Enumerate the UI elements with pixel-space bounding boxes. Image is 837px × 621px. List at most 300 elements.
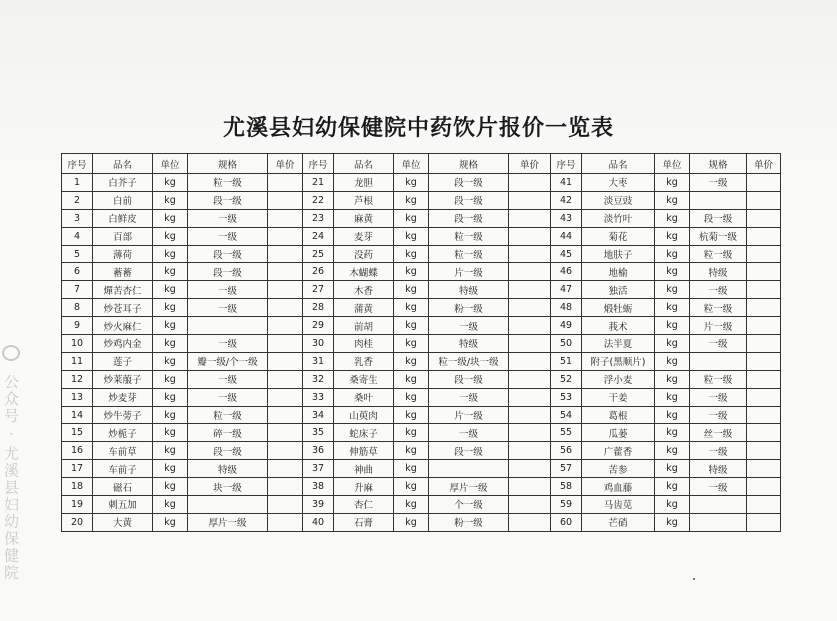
item-name: 白芥子: [93, 174, 153, 192]
item-unit: kg: [394, 406, 429, 424]
item-number: 31: [303, 352, 334, 370]
table-row: [62, 460, 781, 478]
item-price: [268, 388, 303, 406]
item-number: 59: [551, 496, 582, 514]
item-spec: [188, 496, 268, 514]
item-spec: 一级: [188, 281, 268, 299]
item-spec: 一级: [188, 388, 268, 406]
item-price: [509, 460, 551, 478]
item-unit: kg: [394, 209, 429, 227]
item-name: 木香: [334, 281, 394, 299]
item-spec: [188, 317, 268, 335]
item-price: [268, 263, 303, 281]
item-spec: 一级: [690, 388, 747, 406]
column-header: 序号: [551, 154, 582, 174]
item-number: 57: [551, 460, 582, 478]
item-unit: kg: [655, 335, 690, 353]
item-price: [268, 406, 303, 424]
column-header: 单位: [655, 154, 690, 174]
item-price: [509, 406, 551, 424]
item-price: [268, 352, 303, 370]
item-number: 55: [551, 424, 582, 442]
item-unit: kg: [655, 424, 690, 442]
item-spec: 特级: [188, 460, 268, 478]
item-price: [268, 209, 303, 227]
item-spec: 特级: [690, 460, 747, 478]
item-price: [747, 245, 781, 263]
item-price: [509, 478, 551, 496]
table-row: [62, 191, 781, 209]
item-price: [747, 227, 781, 245]
item-name: 苦参: [582, 460, 655, 478]
item-spec: 粉一级: [429, 299, 509, 317]
item-price: [747, 513, 781, 531]
item-spec: 段一级: [188, 442, 268, 460]
item-price: [509, 209, 551, 227]
item-price: [268, 245, 303, 263]
item-number: 4: [62, 227, 93, 245]
item-spec: [429, 460, 509, 478]
item-price: [747, 299, 781, 317]
item-spec: 段一级: [429, 209, 509, 227]
item-spec: 个一级: [429, 496, 509, 514]
item-name: 蓄蓄: [93, 263, 153, 281]
item-price: [509, 352, 551, 370]
item-spec: 一级: [188, 209, 268, 227]
item-name: 没药: [334, 245, 394, 263]
item-unit: kg: [394, 352, 429, 370]
item-name: 炒苍耳子: [93, 299, 153, 317]
item-name: 瓜蒌: [582, 424, 655, 442]
item-name: 淡竹叶: [582, 209, 655, 227]
item-name: 莲子: [93, 352, 153, 370]
item-unit: kg: [394, 299, 429, 317]
table-row: [62, 174, 781, 192]
item-name: 附子(黑顺片): [582, 352, 655, 370]
item-spec: 一级: [690, 406, 747, 424]
item-price: [509, 174, 551, 192]
item-spec: 段一级: [429, 191, 509, 209]
table-row: [62, 370, 781, 388]
item-price: [747, 406, 781, 424]
document-title: 尤溪县妇幼保健院中药饮片报价一览表: [222, 115, 614, 141]
item-number: 20: [62, 513, 93, 531]
item-name: 百部: [93, 227, 153, 245]
item-unit: kg: [153, 406, 188, 424]
item-name: 麻黄: [334, 209, 394, 227]
item-price: [747, 388, 781, 406]
item-number: 16: [62, 442, 93, 460]
item-number: 9: [62, 317, 93, 335]
item-unit: kg: [394, 460, 429, 478]
item-price: [509, 513, 551, 531]
item-name: 肉桂: [334, 335, 394, 353]
item-spec: 碎一级: [188, 424, 268, 442]
item-price: [509, 227, 551, 245]
item-price: [268, 317, 303, 335]
item-unit: kg: [153, 317, 188, 335]
table-row: [62, 281, 781, 299]
item-unit: kg: [655, 352, 690, 370]
table-row: [62, 299, 781, 317]
item-name: 炒火麻仁: [93, 317, 153, 335]
item-number: 8: [62, 299, 93, 317]
item-spec: 段一级: [429, 174, 509, 192]
item-spec: 一级: [690, 442, 747, 460]
item-unit: kg: [153, 513, 188, 531]
item-price: [268, 174, 303, 192]
item-unit: kg: [153, 245, 188, 263]
item-name: 伸筋草: [334, 442, 394, 460]
item-name: 炒栀子: [93, 424, 153, 442]
item-unit: kg: [655, 191, 690, 209]
item-price: [509, 442, 551, 460]
item-name: 菊花: [582, 227, 655, 245]
item-unit: kg: [394, 513, 429, 531]
item-unit: kg: [394, 388, 429, 406]
item-unit: kg: [655, 388, 690, 406]
table-row: [62, 442, 781, 460]
item-name: 石膏: [334, 513, 394, 531]
item-unit: kg: [394, 496, 429, 514]
column-header: 单价: [747, 154, 781, 174]
item-number: 39: [303, 496, 334, 514]
item-number: 21: [303, 174, 334, 192]
item-spec: 丝一级: [690, 424, 747, 442]
price-table: [61, 153, 781, 532]
item-name: 炒莱菔子: [93, 370, 153, 388]
item-name: 桑寄生: [334, 370, 394, 388]
item-number: 13: [62, 388, 93, 406]
item-number: 37: [303, 460, 334, 478]
item-price: [509, 263, 551, 281]
item-name: 麦芽: [334, 227, 394, 245]
column-header: 品名: [334, 154, 394, 174]
item-spec: 段一级: [429, 370, 509, 388]
item-spec: 特级: [690, 263, 747, 281]
item-name: 升麻: [334, 478, 394, 496]
column-header: 规格: [690, 154, 747, 174]
item-spec: 段一级: [188, 191, 268, 209]
item-name: 车前草: [93, 442, 153, 460]
table-row: [62, 227, 781, 245]
item-unit: kg: [655, 460, 690, 478]
item-price: [268, 478, 303, 496]
item-price: [268, 460, 303, 478]
item-unit: kg: [153, 281, 188, 299]
item-unit: kg: [153, 352, 188, 370]
table-row: [62, 496, 781, 514]
item-price: [268, 227, 303, 245]
item-unit: kg: [153, 460, 188, 478]
watermark: [0, 345, 22, 581]
item-unit: kg: [655, 174, 690, 192]
item-spec: 一级: [429, 424, 509, 442]
item-name: 大枣: [582, 174, 655, 192]
item-unit: kg: [153, 299, 188, 317]
table-row: [62, 352, 781, 370]
column-header: 序号: [62, 154, 93, 174]
item-number: 50: [551, 335, 582, 353]
item-price: [268, 424, 303, 442]
item-number: 26: [303, 263, 334, 281]
item-spec: 片一级: [429, 263, 509, 281]
item-spec: 一级: [690, 281, 747, 299]
item-unit: kg: [153, 227, 188, 245]
item-number: 32: [303, 370, 334, 388]
item-unit: kg: [394, 335, 429, 353]
item-name: 炒麦芽: [93, 388, 153, 406]
item-number: 23: [303, 209, 334, 227]
item-number: 1: [62, 174, 93, 192]
item-name: 淡豆豉: [582, 191, 655, 209]
item-spec: 粉一级: [429, 513, 509, 531]
item-unit: kg: [394, 227, 429, 245]
item-unit: kg: [655, 513, 690, 531]
item-name: 前胡: [334, 317, 394, 335]
item-name: 白前: [93, 191, 153, 209]
item-number: 15: [62, 424, 93, 442]
item-number: 10: [62, 335, 93, 353]
item-number: 7: [62, 281, 93, 299]
column-header: 规格: [429, 154, 509, 174]
item-number: 3: [62, 209, 93, 227]
item-unit: kg: [394, 442, 429, 460]
item-unit: kg: [153, 174, 188, 192]
column-header: 单位: [394, 154, 429, 174]
item-unit: kg: [655, 209, 690, 227]
item-price: [509, 245, 551, 263]
item-number: 44: [551, 227, 582, 245]
item-spec: 一级: [188, 370, 268, 388]
item-spec: 粒一级: [429, 245, 509, 263]
item-price: [747, 317, 781, 335]
item-spec: [690, 496, 747, 514]
item-number: 5: [62, 245, 93, 263]
item-unit: kg: [153, 388, 188, 406]
item-unit: kg: [394, 370, 429, 388]
item-price: [509, 335, 551, 353]
item-number: 46: [551, 263, 582, 281]
item-number: 14: [62, 406, 93, 424]
item-name: 独活: [582, 281, 655, 299]
wechat-icon: [2, 345, 20, 361]
column-header: 单价: [268, 154, 303, 174]
item-unit: kg: [153, 335, 188, 353]
item-price: [509, 496, 551, 514]
item-unit: kg: [655, 406, 690, 424]
column-header: 品名: [582, 154, 655, 174]
column-header: 品名: [93, 154, 153, 174]
table-row: [62, 513, 781, 531]
item-spec: 瓣一级/个一级: [188, 352, 268, 370]
item-price: [268, 281, 303, 299]
item-number: 56: [551, 442, 582, 460]
item-number: 41: [551, 174, 582, 192]
item-spec: 粒一级: [690, 245, 747, 263]
item-price: [747, 352, 781, 370]
item-name: 白鲜皮: [93, 209, 153, 227]
item-price: [268, 496, 303, 514]
item-unit: kg: [153, 209, 188, 227]
item-unit: kg: [153, 478, 188, 496]
item-spec: 厚片一级: [188, 513, 268, 531]
item-price: [747, 335, 781, 353]
item-name: 大黄: [93, 513, 153, 531]
item-name: 煅牡蛎: [582, 299, 655, 317]
item-number: 11: [62, 352, 93, 370]
item-number: 12: [62, 370, 93, 388]
item-number: 35: [303, 424, 334, 442]
item-number: 6: [62, 263, 93, 281]
item-price: [509, 388, 551, 406]
item-spec: 粒一级: [690, 299, 747, 317]
item-unit: kg: [655, 442, 690, 460]
item-name: 浮小麦: [582, 370, 655, 388]
table-row: [62, 335, 781, 353]
item-spec: 一级: [690, 478, 747, 496]
item-unit: kg: [655, 245, 690, 263]
item-spec: 段一级: [690, 209, 747, 227]
item-spec: [690, 352, 747, 370]
table-row: [62, 406, 781, 424]
item-spec: 粒一级/块一级: [429, 352, 509, 370]
item-price: [747, 478, 781, 496]
item-number: 38: [303, 478, 334, 496]
item-price: [268, 513, 303, 531]
item-price: [268, 299, 303, 317]
item-spec: 粒一级: [690, 370, 747, 388]
item-number: 45: [551, 245, 582, 263]
item-price: [509, 317, 551, 335]
column-header: 序号: [303, 154, 334, 174]
item-name: 桑叶: [334, 388, 394, 406]
item-spec: 特级: [429, 281, 509, 299]
item-unit: kg: [394, 263, 429, 281]
item-unit: kg: [153, 496, 188, 514]
item-unit: kg: [153, 442, 188, 460]
item-price: [747, 424, 781, 442]
item-unit: kg: [394, 191, 429, 209]
item-number: 25: [303, 245, 334, 263]
item-name: 乳香: [334, 352, 394, 370]
item-number: 58: [551, 478, 582, 496]
item-name: 炒牛蒡子: [93, 406, 153, 424]
item-number: 36: [303, 442, 334, 460]
item-number: 49: [551, 317, 582, 335]
item-name: 干姜: [582, 388, 655, 406]
item-unit: kg: [394, 317, 429, 335]
item-unit: kg: [655, 227, 690, 245]
item-number: 48: [551, 299, 582, 317]
item-spec: 段一级: [429, 442, 509, 460]
item-number: 60: [551, 513, 582, 531]
item-unit: kg: [153, 263, 188, 281]
item-spec: 粒一级: [188, 174, 268, 192]
item-spec: 杭菊一级: [690, 227, 747, 245]
table-row: [62, 478, 781, 496]
item-spec: 厚片一级: [429, 478, 509, 496]
item-number: 47: [551, 281, 582, 299]
item-number: 19: [62, 496, 93, 514]
item-spec: 一级: [690, 174, 747, 192]
watermark-text: 公众号 · 尤溪县妇幼保健院: [2, 373, 20, 582]
scan-speck: [693, 578, 695, 580]
item-number: 29: [303, 317, 334, 335]
item-number: 40: [303, 513, 334, 531]
item-spec: 粒一级: [429, 227, 509, 245]
item-name: 薄荷: [93, 245, 153, 263]
item-price: [509, 299, 551, 317]
item-number: 17: [62, 460, 93, 478]
item-name: 马齿苋: [582, 496, 655, 514]
item-number: 22: [303, 191, 334, 209]
item-number: 51: [551, 352, 582, 370]
item-name: 蛇床子: [334, 424, 394, 442]
item-spec: 段一级: [188, 245, 268, 263]
item-price: [268, 191, 303, 209]
item-spec: 粒一级: [188, 406, 268, 424]
item-unit: kg: [153, 191, 188, 209]
item-price: [747, 209, 781, 227]
item-spec: 一级: [188, 227, 268, 245]
item-spec: 片一级: [429, 406, 509, 424]
item-price: [268, 335, 303, 353]
item-price: [747, 442, 781, 460]
item-number: 34: [303, 406, 334, 424]
table-row: [62, 263, 781, 281]
item-unit: kg: [655, 281, 690, 299]
item-name: 地肤子: [582, 245, 655, 263]
item-unit: kg: [655, 263, 690, 281]
item-unit: kg: [153, 370, 188, 388]
item-name: 杏仁: [334, 496, 394, 514]
item-name: 莪术: [582, 317, 655, 335]
item-number: 43: [551, 209, 582, 227]
item-number: 27: [303, 281, 334, 299]
item-price: [747, 460, 781, 478]
item-name: 芒硝: [582, 513, 655, 531]
item-unit: kg: [394, 478, 429, 496]
item-name: 法半夏: [582, 335, 655, 353]
item-unit: kg: [394, 245, 429, 263]
item-name: 磁石: [93, 478, 153, 496]
item-price: [268, 370, 303, 388]
table-row: [62, 317, 781, 335]
item-spec: 一级: [429, 317, 509, 335]
item-unit: kg: [655, 317, 690, 335]
item-number: 24: [303, 227, 334, 245]
item-number: 33: [303, 388, 334, 406]
item-spec: 片一级: [690, 317, 747, 335]
item-unit: kg: [655, 299, 690, 317]
item-price: [747, 191, 781, 209]
column-header: 规格: [188, 154, 268, 174]
table-row: [62, 424, 781, 442]
item-price: [747, 496, 781, 514]
item-number: 18: [62, 478, 93, 496]
column-header: 单位: [153, 154, 188, 174]
item-unit: kg: [394, 174, 429, 192]
item-spec: [690, 191, 747, 209]
item-number: 52: [551, 370, 582, 388]
item-number: 42: [551, 191, 582, 209]
item-price: [509, 424, 551, 442]
item-name: 广藿香: [582, 442, 655, 460]
table-row: [62, 245, 781, 263]
item-spec: [690, 513, 747, 531]
item-unit: kg: [655, 370, 690, 388]
